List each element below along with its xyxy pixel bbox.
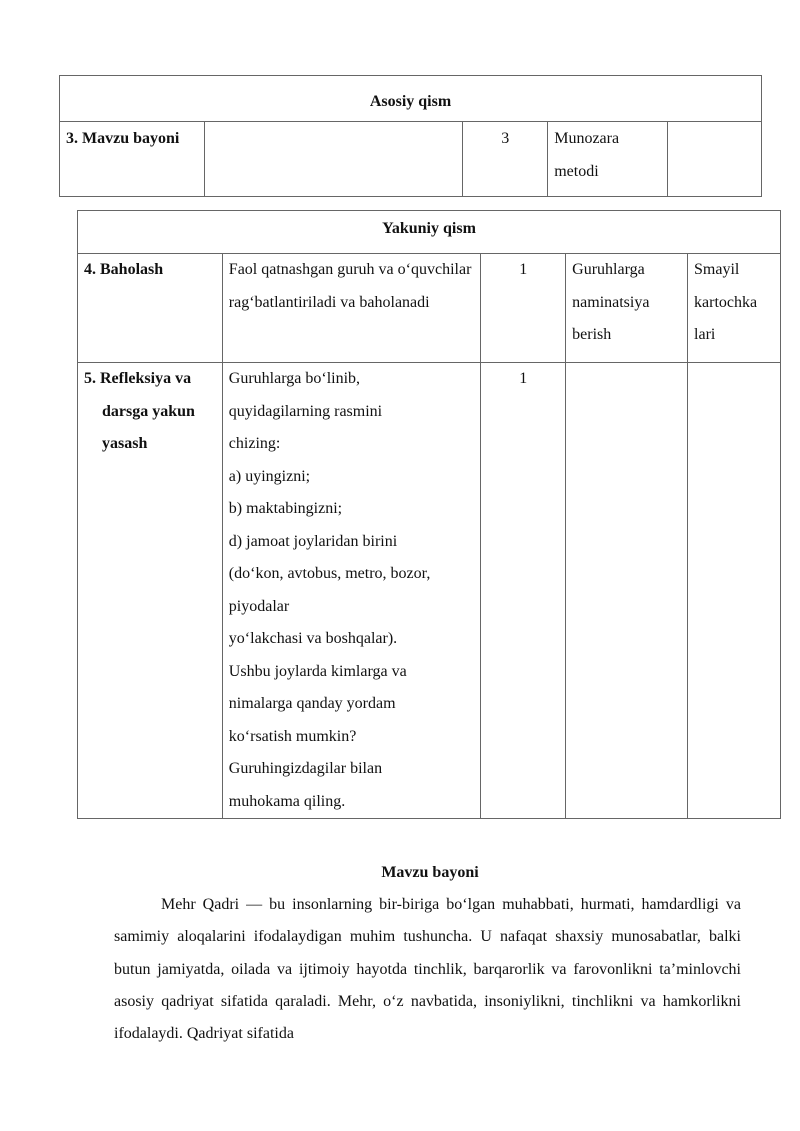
- content-line: (do‘kon, avtobus, metro, bozor,: [228, 565, 431, 582]
- section-title: Mavzu bayoni: [381, 864, 479, 881]
- content-cell-assessment: Faol qatnashgan guruh va o‘quvchilar rag‘batlantiriladi va baholanadi: [222, 254, 481, 363]
- content-line: yo‘lakchasi va boshqalar).: [228, 630, 398, 647]
- main-part-header: Asosiy qism: [60, 76, 762, 122]
- time-cell-assessment: 1: [481, 254, 566, 363]
- content-line: a) uyingizni;: [228, 467, 311, 485]
- stage-cell-reflection: [78, 363, 223, 819]
- stage-cell-topic: 3. Mavzu bayoni: [60, 122, 205, 197]
- content-line: b) maktabingizni;: [228, 500, 343, 517]
- stage-line: darsga yakun: [102, 402, 195, 420]
- final-part-table: [77, 210, 781, 819]
- body-paragraph: Mehr Qadri — bu insonlarning bir-biriga bo‘lgan muhabbati, hurmati, hamdardligi va samimiy aloqalarini ifodalaydigan muhim tushuncha. U nafaqat shaxsiy munosabatlar, balki butun jamiyatda, oilada va ijtimoiy hayotda tinchlik, barqarorlik va farovonlikni ta’minlovchi asosiy qadriyat sifatida qaraladi. Mehr, o‘z navbatida, insoniylikni, tinchlikni va hamkorlikni ifodalaydi. Qadriyat sifatida: [114, 896, 741, 1043]
- content-line: chizing:: [228, 435, 281, 452]
- method-cell-reflection: [566, 363, 688, 819]
- method-cell-topic: Munozara metodi: [548, 122, 668, 197]
- stage-cell-assessment: 4. Baholash: [78, 254, 223, 363]
- content-line: Guruhlarga bo‘linib,: [228, 370, 361, 387]
- final-part-header: Yakuniy qism: [78, 211, 781, 254]
- stage-line: yasash: [102, 435, 148, 452]
- time-cell-topic: 3: [463, 122, 548, 197]
- stage-line: 5. Refleksiya va: [84, 370, 192, 387]
- resources-cell-reflection: [688, 363, 781, 819]
- content-line: quyidagilarning rasmini: [228, 402, 383, 420]
- content-cell-topic: [204, 122, 463, 197]
- content-cell-reflection: [222, 363, 481, 819]
- content-line: muhokama qiling.: [228, 792, 346, 810]
- content-line: ko‘rsatish mumkin?: [228, 727, 357, 745]
- resources-cell-assessment: Smayil kartochka lari: [688, 254, 781, 363]
- content-line: piyodalar: [228, 597, 290, 615]
- content-line: Ushbu joylarda kimlarga va: [228, 662, 407, 680]
- time-cell-reflection: 1: [481, 363, 566, 819]
- content-line: nimalarga qanday yordam: [228, 695, 396, 712]
- content-line: d) jamoat joylaridan birini: [228, 532, 398, 550]
- method-cell-assessment: Guruhlarga naminatsiya berish: [566, 254, 688, 363]
- resources-cell-topic: [668, 122, 762, 197]
- content-line: Guruhingizdagilar bilan: [228, 760, 383, 777]
- main-part-table: [59, 75, 762, 197]
